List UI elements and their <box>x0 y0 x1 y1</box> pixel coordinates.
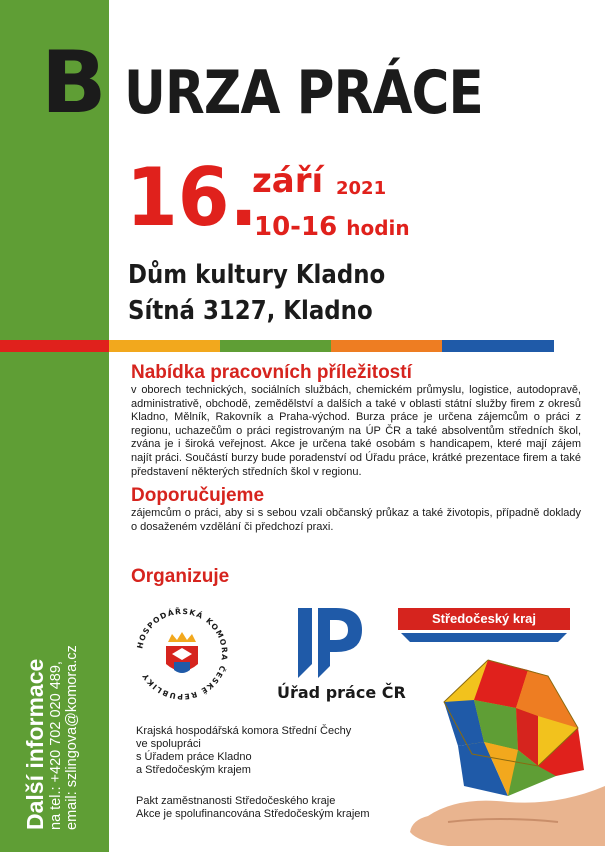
hand-cube-illustration <box>388 646 605 846</box>
pact-line: Pakt zaměstnanosti Středočeského kraje <box>136 795 336 807</box>
stripe-green <box>220 340 331 352</box>
event-month: září <box>252 161 324 201</box>
stripe-yellow <box>109 340 220 352</box>
recommend-text: zájemcům o práci, aby si s sebou vzali občanský průkaz a také životopis, případně doklady o dosaženém vzdělání či předchozí praxi. <box>131 507 581 533</box>
offers-heading: Nabídka pracovních příležitostí <box>131 362 412 383</box>
chamber-ring-text: HOSPODÁŘSKÁ KOMORA ČESKÉ REPUBLIKY <box>135 606 230 702</box>
event-time-range: 10-16 <box>254 212 338 242</box>
event-year: 2021 <box>336 178 387 199</box>
event-time <box>254 212 410 243</box>
chamber-logo <box>130 602 234 706</box>
event-day: 16. <box>126 151 258 244</box>
organizer-lines <box>136 725 351 777</box>
pact-line: Akce je spolufinancována Středočeským krajem <box>136 808 370 820</box>
color-stripe <box>0 340 605 352</box>
region-logo-name: Středočeský kraj <box>431 611 537 626</box>
venue-address: Sítná 3127, Kladno <box>128 296 373 326</box>
recommend-heading: Doporučujeme <box>131 485 265 506</box>
contact-title: Další informace <box>22 658 48 830</box>
contact-phone: na tel.: +420 702 020 489, <box>48 661 64 830</box>
up-logo <box>294 606 364 682</box>
pact-lines <box>136 795 370 821</box>
page-title: URZA PRÁCE <box>124 58 483 128</box>
organizer-line: Krajská hospodářská komora Střední Čechy <box>136 725 352 737</box>
contact-email: email: szlingova@komora.cz <box>64 645 80 830</box>
stripe-orange <box>331 340 442 352</box>
offers-text: v oborech technických, sociálních službách, chemickém průmyslu, logistice, autodopravě, administrativě, obchodě, zemědělství a dalších a také v oblasti státní služby firem z okresů Kladno, Mělník, Rakovník a Praha-východ. Burza práce je určena zájemcům o práci z regionu, uchazečům o práci registrovaným na ÚP ČR a také absolventům středních škol, zvána je i široká veřejnost. Akce je určena také osobám s handicapem, které mají zájem najít práci. Součástí burzy bude poradenství od Úřadu práce, krátké prezentace firem a také představení některých středních škol v regionu. <box>131 384 581 478</box>
title-initial: B <box>41 33 107 133</box>
stripe-red <box>0 340 109 352</box>
organizer-line: ve spolupráci <box>136 738 201 750</box>
venue-name: Dům kultury Kladno <box>128 260 386 290</box>
contact-info <box>22 580 80 830</box>
organizer-line: a Středočeským krajem <box>136 764 251 776</box>
event-time-suffix: hodin <box>346 216 410 240</box>
stripe-blue <box>442 340 554 352</box>
organizer-line: s Úřadem práce Kladno <box>136 751 252 763</box>
up-logo-name: Úřad práce ČR <box>277 683 406 702</box>
organizer-heading: Organizuje <box>131 566 230 587</box>
